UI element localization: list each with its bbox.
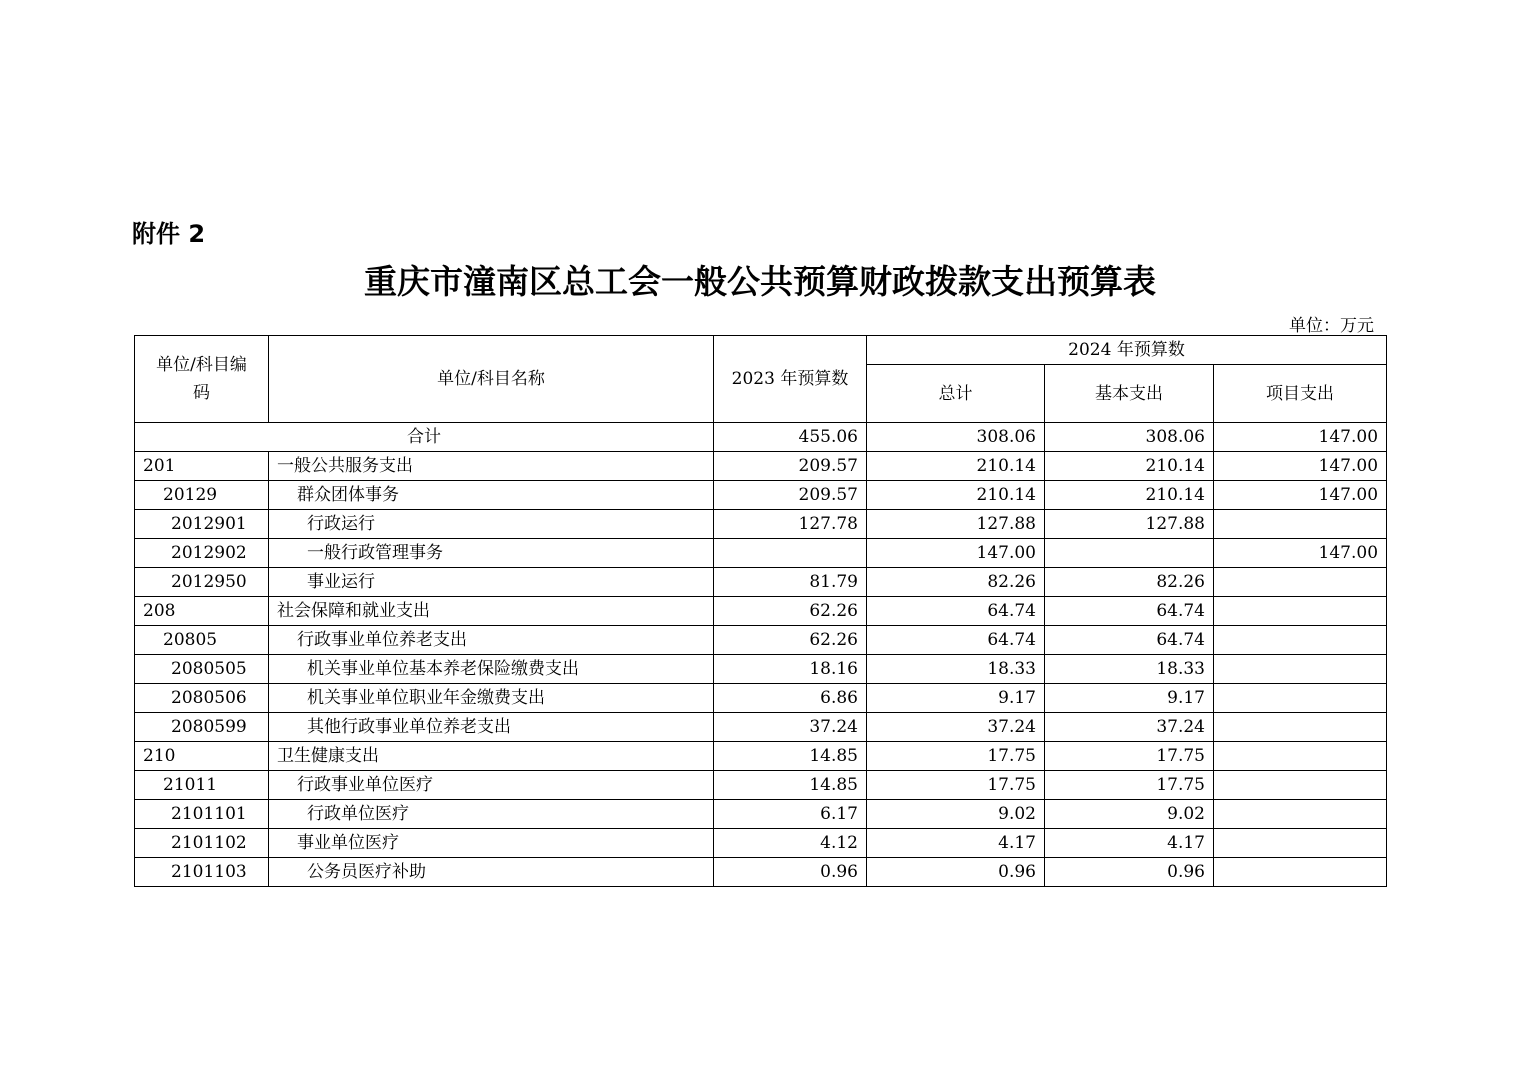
row-basic: 0.96	[1045, 858, 1214, 887]
row-name: 行政单位医疗	[269, 800, 714, 829]
header-2024: 2024 年预算数	[867, 336, 1387, 365]
row-2023: 18.16	[714, 655, 867, 684]
row-2023: 62.26	[714, 597, 867, 626]
row-basic	[1045, 539, 1214, 568]
table-row	[135, 829, 1387, 858]
row-code: 20805	[135, 626, 269, 655]
row-basic: 18.33	[1045, 655, 1214, 684]
row-name: 行政运行	[269, 510, 714, 539]
table-row	[135, 713, 1387, 742]
total-row	[135, 423, 1387, 452]
budget-table	[134, 335, 1387, 887]
row-code: 201	[135, 452, 269, 481]
total-total: 308.06	[867, 423, 1045, 452]
row-2023: 14.85	[714, 771, 867, 800]
row-code: 210	[135, 742, 269, 771]
row-code: 2012902	[135, 539, 269, 568]
row-basic: 9.02	[1045, 800, 1214, 829]
header-project: 项目支出	[1214, 365, 1387, 423]
row-basic: 4.17	[1045, 829, 1214, 858]
row-total: 82.26	[867, 568, 1045, 597]
total-basic: 308.06	[1045, 423, 1214, 452]
row-name: 公务员医疗补助	[269, 858, 714, 887]
table-row	[135, 684, 1387, 713]
row-total: 17.75	[867, 771, 1045, 800]
total-2023: 455.06	[714, 423, 867, 452]
row-2023	[714, 539, 867, 568]
header-code-text: 单位/科目编码	[156, 355, 247, 403]
row-code: 208	[135, 597, 269, 626]
row-basic: 82.26	[1045, 568, 1214, 597]
row-code: 2080506	[135, 684, 269, 713]
table-row	[135, 452, 1387, 481]
row-2023: 6.86	[714, 684, 867, 713]
row-code: 2012950	[135, 568, 269, 597]
table-row	[135, 800, 1387, 829]
unit-label: 单位：万元	[1289, 316, 1374, 336]
row-name: 行政事业单位医疗	[269, 771, 714, 800]
row-basic: 9.17	[1045, 684, 1214, 713]
row-2023: 62.26	[714, 626, 867, 655]
row-project	[1214, 858, 1387, 887]
row-name: 机关事业单位基本养老保险缴费支出	[269, 655, 714, 684]
header-basic: 基本支出	[1045, 365, 1214, 423]
row-total: 17.75	[867, 742, 1045, 771]
row-basic: 17.75	[1045, 742, 1214, 771]
total-label: 合计	[135, 423, 714, 452]
table-row	[135, 858, 1387, 887]
row-code: 2101101	[135, 800, 269, 829]
row-name: 行政事业单位养老支出	[269, 626, 714, 655]
row-2023: 209.57	[714, 452, 867, 481]
row-project	[1214, 771, 1387, 800]
row-basic: 37.24	[1045, 713, 1214, 742]
row-code: 2080599	[135, 713, 269, 742]
row-code: 2012901	[135, 510, 269, 539]
row-name: 事业单位医疗	[269, 829, 714, 858]
row-2023: 209.57	[714, 481, 867, 510]
row-project	[1214, 800, 1387, 829]
row-2023: 6.17	[714, 800, 867, 829]
row-code: 21011	[135, 771, 269, 800]
table-row	[135, 481, 1387, 510]
header-name: 单位/科目名称	[269, 336, 714, 423]
row-total: 64.74	[867, 597, 1045, 626]
row-2023: 0.96	[714, 858, 867, 887]
row-total: 37.24	[867, 713, 1045, 742]
row-basic: 210.14	[1045, 452, 1214, 481]
row-total: 147.00	[867, 539, 1045, 568]
row-basic: 210.14	[1045, 481, 1214, 510]
page-title: 重庆市潼南区总工会一般公共预算财政拨款支出预算表	[364, 262, 1156, 301]
row-project	[1214, 626, 1387, 655]
table-row	[135, 655, 1387, 684]
row-name: 社会保障和就业支出	[269, 597, 714, 626]
table-row	[135, 742, 1387, 771]
row-basic: 64.74	[1045, 626, 1214, 655]
row-total: 4.17	[867, 829, 1045, 858]
row-project: 147.00	[1214, 452, 1387, 481]
row-project	[1214, 742, 1387, 771]
table-row	[135, 597, 1387, 626]
row-basic: 127.88	[1045, 510, 1214, 539]
header-code	[135, 336, 269, 423]
row-total: 9.17	[867, 684, 1045, 713]
row-total: 210.14	[867, 452, 1045, 481]
row-basic: 17.75	[1045, 771, 1214, 800]
table-row	[135, 539, 1387, 568]
table-row	[135, 568, 1387, 597]
row-project	[1214, 510, 1387, 539]
row-project: 147.00	[1214, 481, 1387, 510]
table-row	[135, 510, 1387, 539]
total-project: 147.00	[1214, 423, 1387, 452]
row-2023: 127.78	[714, 510, 867, 539]
row-2023: 4.12	[714, 829, 867, 858]
attachment-label: 附件 2	[132, 220, 206, 248]
row-code: 2080505	[135, 655, 269, 684]
row-basic: 64.74	[1045, 597, 1214, 626]
row-total: 210.14	[867, 481, 1045, 510]
header-total: 总计	[867, 365, 1045, 423]
row-project	[1214, 597, 1387, 626]
row-name: 一般公共服务支出	[269, 452, 714, 481]
table-row	[135, 626, 1387, 655]
row-project	[1214, 655, 1387, 684]
row-total: 127.88	[867, 510, 1045, 539]
row-name: 一般行政管理事务	[269, 539, 714, 568]
row-project	[1214, 829, 1387, 858]
row-2023: 37.24	[714, 713, 867, 742]
row-code: 2101103	[135, 858, 269, 887]
row-total: 9.02	[867, 800, 1045, 829]
row-code: 2101102	[135, 829, 269, 858]
row-project	[1214, 684, 1387, 713]
row-project	[1214, 713, 1387, 742]
table-row	[135, 771, 1387, 800]
row-name: 其他行政事业单位养老支出	[269, 713, 714, 742]
row-name: 卫生健康支出	[269, 742, 714, 771]
row-name: 群众团体事务	[269, 481, 714, 510]
row-project	[1214, 568, 1387, 597]
row-code: 20129	[135, 481, 269, 510]
row-project: 147.00	[1214, 539, 1387, 568]
row-total: 64.74	[867, 626, 1045, 655]
row-name: 事业运行	[269, 568, 714, 597]
row-2023: 14.85	[714, 742, 867, 771]
row-total: 18.33	[867, 655, 1045, 684]
header-2023: 2023 年预算数	[714, 336, 867, 423]
row-total: 0.96	[867, 858, 1045, 887]
row-2023: 81.79	[714, 568, 867, 597]
row-name: 机关事业单位职业年金缴费支出	[269, 684, 714, 713]
